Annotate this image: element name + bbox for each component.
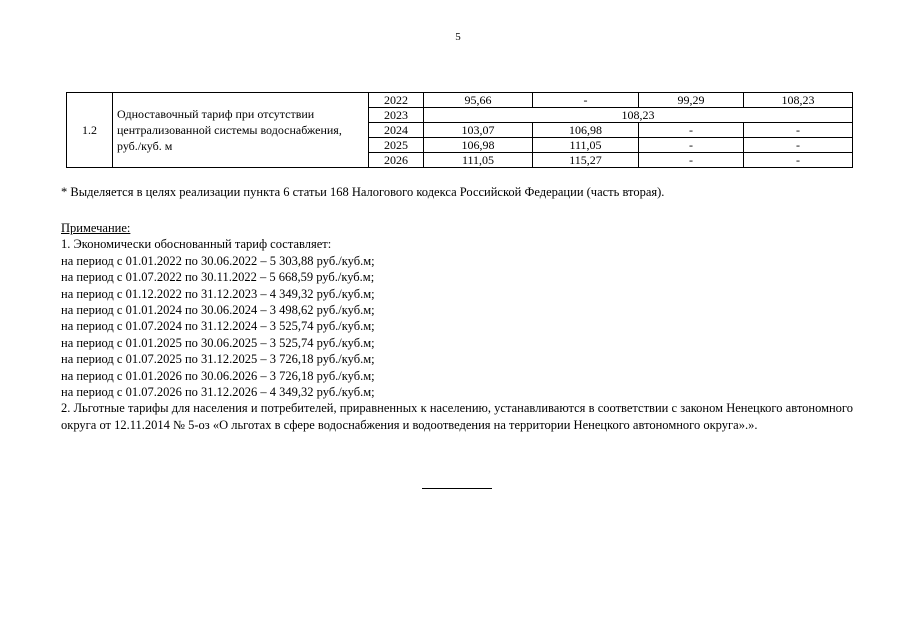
tariff-period-line: на период с 01.01.2024 по 30.06.2024 – 3 498,62 руб./куб.м;	[61, 303, 375, 318]
row-number-cell: 1.2	[67, 93, 113, 168]
value-cell: 108,23	[744, 93, 853, 108]
tariff-period-line: на период с 01.01.2026 по 30.06.2026 – 3 726,18 руб./куб.м;	[61, 368, 375, 383]
tariff-period-line: на период с 01.07.2024 по 31.12.2024 – 3 525,74 руб./куб.м;	[61, 319, 375, 334]
value-cell: -	[533, 93, 639, 108]
closing-divider	[422, 488, 492, 489]
tariff-period-line: на период с 01.12.2022 по 31.12.2023 – 4 349,32 руб./куб.м;	[61, 286, 375, 301]
value-cell: -	[639, 153, 744, 168]
value-cell: 106,98	[533, 123, 639, 138]
tariff-period-line: на период с 01.01.2022 по 30.06.2022 – 5 303,88 руб./куб.м;	[61, 253, 375, 268]
value-cell: -	[744, 123, 853, 138]
tariff-period-line: на период с 01.07.2022 по 30.11.2022 – 5 668,59 руб./куб.м;	[61, 270, 375, 285]
value-cell: -	[639, 138, 744, 153]
notes-item-1-intro: 1. Экономически обоснованный тариф составляет:	[61, 237, 332, 252]
merged-value-cell: 108,23	[424, 108, 853, 123]
value-cell: -	[744, 138, 853, 153]
year-cell: 2022	[369, 93, 424, 108]
notes-item-2: 2. Льготные тарифы для населения и потребителей, приравненных к населению, устанавливаются в соответствии с законом Ненецкого автономного округа от 12.11.2014 № 5-оз «О льготах в сфере водоснабжения и водоотведения на территории Ненецкого автономного округа».».	[61, 401, 853, 432]
tariff-table	[66, 92, 853, 168]
value-cell: 106,98	[424, 138, 533, 153]
tariff-period-line: на период с 01.07.2025 по 31.12.2025 – 3 726,18 руб./куб.м;	[61, 352, 375, 367]
notes-section	[61, 220, 853, 433]
value-cell: 99,29	[639, 93, 744, 108]
value-cell: -	[744, 153, 853, 168]
value-cell: 111,05	[533, 138, 639, 153]
value-cell: 115,27	[533, 153, 639, 168]
tariff-description-cell: Одноставочный тариф при отсутствии централизованной системы водоснабжения, руб./куб. м	[113, 93, 369, 168]
table-row	[67, 93, 853, 108]
year-cell: 2025	[369, 138, 424, 153]
year-cell: 2026	[369, 153, 424, 168]
value-cell: 111,05	[424, 153, 533, 168]
notes-heading: Примечание:	[61, 221, 131, 235]
tariff-period-line: на период с 01.07.2026 по 31.12.2026 – 4 349,32 руб./куб.м;	[61, 385, 375, 400]
value-cell: -	[639, 123, 744, 138]
year-cell: 2023	[369, 108, 424, 123]
year-cell: 2024	[369, 123, 424, 138]
page-number: 5	[455, 31, 461, 43]
value-cell: 103,07	[424, 123, 533, 138]
value-cell: 95,66	[424, 93, 533, 108]
tariff-period-line: на период с 01.01.2025 по 30.06.2025 – 3 525,74 руб./куб.м;	[61, 335, 375, 350]
footnote: * Выделяется в целях реализации пункта 6 статьи 168 Налогового кодекса Российской Федерации (часть вторая).	[61, 185, 665, 199]
